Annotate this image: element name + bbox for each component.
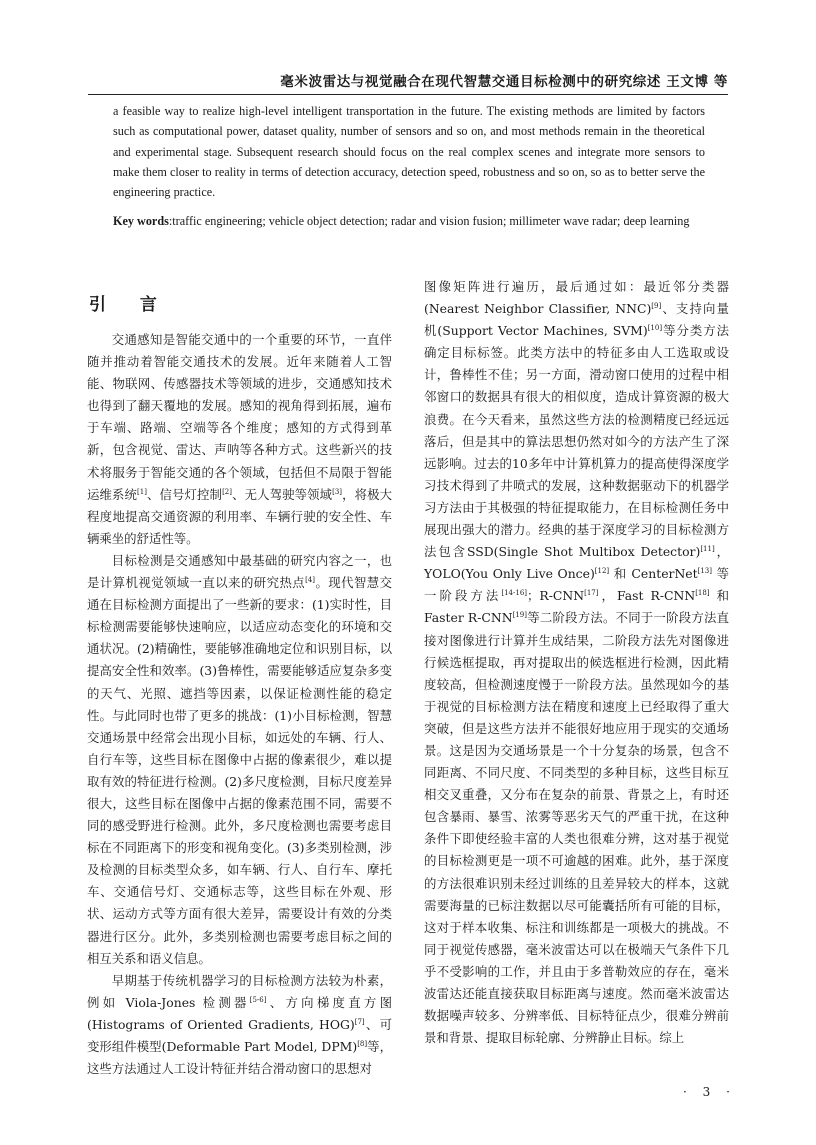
paragraph-text: 和 Faster R-CNN [424, 588, 729, 626]
paragraph-continued [424, 276, 729, 1049]
paragraph-1-text: 、信号灯控制 [146, 486, 223, 502]
paragraph-1-text: 交通感知是智能交通中的一个重要的环节，一直伴随并推动着智能交通技术的发展。近年来随着人工智能、物联网、传感器技术等领域的进步，交通感知技术也得到了翻天覆地的发展。感知的视角得到拓展，遍布于车端、路端、空端等各个维度；感知的方式得到革新，包含视觉、雷达、声呐等各种方式。这些新兴的技术将服务于智能交通的各个领域，包括但不局限于智能运维系统 [87, 332, 392, 502]
paragraph-3 [87, 970, 392, 1080]
english-abstract [113, 101, 705, 202]
left-column [87, 281, 392, 1080]
paragraph-text: ，YOLO(You Only Live Once) [424, 544, 730, 582]
citation: [19] [512, 611, 527, 620]
paragraph-1 [87, 329, 392, 550]
citation: [7] [354, 1017, 365, 1026]
paragraph-text: 图像矩阵进行遍历，最后通过如：最近邻分类器(Nearest Neighbor Classifier, NNC) [424, 279, 729, 317]
running-header-title: 毫米波雷达与视觉融合在现代智慧交通目标检测中的研究综述 王文博 等 [280, 74, 728, 90]
paragraph-3-text: 、方向梯度直方图(Histograms of Oriented Gradients, HOG) [87, 994, 393, 1032]
citation: [14-16] [501, 589, 528, 598]
citation: [18] [695, 589, 710, 598]
paragraph-text: 和 CenterNet [609, 566, 698, 582]
abstract-text: a feasible way to realize high-level intelligent transportation in the future. The existing methods are limited by factors such as computational power, dataset quality, number of sensors and so on, and most methods remain in the theoretical and experimental stage. Subsequent research should focus on the real complex scenes and integrate more sensors to make them closer to reality in terms of detection accuracy, detection speed, robustness and so on, so as to better serve the engineering practice. [113, 104, 705, 200]
citation: [13] [697, 567, 712, 576]
citation: [2] [222, 487, 232, 496]
citation: [9] [651, 301, 662, 310]
paragraph-3-text: 等，这些方法通过人工设计特征并结合滑动窗口的思想对 [87, 1039, 392, 1077]
keywords [113, 211, 705, 232]
citation: [8] [357, 1039, 368, 1048]
keywords-label: Key words [113, 214, 169, 228]
paragraph-2-text: 目标检测是交通感知中最基础的研究内容之一，也是计算机视觉领域一直以来的研究热点 [87, 552, 392, 591]
paragraph-text: 等二阶段方法。不同于一阶段方法直接对图像进行计算并生成结果，二阶段方法先对图像进行候选框提取，再对提取出的候选框进行检测，因此精度较高，但检测速度慢于一阶段方法。虽然现如今的基于视觉的目标检测方法在精度和速度上已经取得了重大突破，但是这些方法并不能很好地应用于现实的交通场景。这是因为交通场景是一个十分复杂的场景，包含不同距离、不同尺度、不同类型的多种目标，这些目标互相交叉重叠，又分布在复杂的前景、背景之上，有时还包含暴雨、暴雪、浓雾等恶劣天气的严重干扰，在这种条件下即使经验丰富的人类也很难分辨，这对基于视觉的目标检测更是一项不可逾越的困难。此外，基于深度的方法很难识别未经过训练的且差异较大的样本，这就需要海量的已标注数据以尽可能囊括所有可能的目标，这对于样本收集、标注和训练都是一项极大的挑战。不同于视觉传感器，毫米波雷达可以在极端天气条件下几乎不受影响的工作，并且由于多普勒效应的存在，毫米波雷达还能直接获取目标距离与速度。然而毫米波雷达数据噪声较多、分辨率低、目标特征点少，很难分辨前景和背景、提取目标轮廓、分辨静止目标。综上 [424, 610, 729, 1046]
keywords-text: traffic engineering; vehicle object detection; radar and vision fusion; millimeter wave radar; deep learning [172, 214, 690, 228]
paragraph-text: 等分类方法确定目标标签。此类方法中的特征多由人工选取或设计，鲁棒性不佳；另一方面，滑动窗口使用的过程中相邻窗口的数据具有很大的相似度，造成计算资源的极大浪费。在今天看来，虽然这些方法的检测精度已经远远落后，但是其中的算法思想仍然对如今的方法产生了深远影响。过去的10多年中计算机算力的提高使得深度学习技术得到了井喷式的发展，这种数据驱动下的机器学习方法由于其极强的特征提取能力，在目标检测任务中展现出强大的潜力。经典的基于深度学习的目标检测方法包含SSD(Single Shot Multibox Detector) [424, 323, 730, 560]
paragraph-2-text: 。现代智慧交通在目标检测方面提出了一些新的要求：(1)实时性，目标检测需要能够快速响应，以适应动态变化的环境和交通状况。(2)精确性，要能够准确地定位和识别目标，以提高安全性和效率。(3)鲁棒性，需要能够适应复杂多变的天气、光照、遮挡等因素，以保证检测性能的稳定性。与此同时也带了更多的挑战：(1)小目标检测，智慧交通场景中经常会出现小目标，如远处的车辆、行人、自行车等，这些目标在图像中占据的像素很少，难以提取有效的特征进行检测。(2)多尺度检测，目标尺度差异很大，这些目标在图像中占据的像素范围不同，需要不同的感受野进行检测。此外，多尺度检测也需要考虑目标在不同距离下的形变和视角变化。(3)多类别检测，涉及检测的目标类型众多，如车辆、行人、自行车、摩托车、交通信号灯、交通标志等，这些目标在外观、形状、运动方式等方面有很大差异，需要设计有效的分类器进行区分。此外，多类别检测也需要考虑目标之间的相互关系和语义信息。 [87, 575, 393, 966]
citation: [10] [647, 324, 663, 333]
citation: [5-6] [249, 995, 267, 1004]
citation: [11] [700, 545, 715, 553]
page-number: · 3 · [683, 1085, 736, 1099]
citation: [12] [594, 567, 610, 576]
paragraph-text: 等一阶段方法 [424, 566, 729, 604]
keywords-colon: : [168, 214, 173, 228]
paragraph-text: ；R-CNN [527, 588, 585, 604]
paragraph-3-text: 早期基于传统机器学习的目标检测方法较为朴素，例如 Viola-Jones 检测器 [87, 972, 392, 1010]
paragraph-3-text: 、可变形组件模型(Deformable Part Model, DPM) [87, 1016, 393, 1054]
citation: [1] [137, 487, 147, 496]
section-heading-introduction: 引 言 [89, 295, 171, 315]
paragraph-text: ，Fast R-CNN [598, 588, 696, 604]
paragraph-1-text: 、无人驾驶等领域 [231, 486, 333, 502]
citation: [17] [584, 589, 599, 598]
paragraph-2 [87, 550, 392, 970]
citation: [4] [305, 575, 316, 584]
running-header [88, 66, 728, 95]
right-column [424, 276, 729, 1049]
citation: [3] [332, 487, 343, 496]
paragraph-1-text: ，将极大程度地提高交通资源的利用率、车辆行驶的安全性、车辆乘坐的舒适性等。 [87, 486, 393, 546]
paragraph-text: 、支持向量机(Support Vector Machines, SVM) [424, 301, 729, 339]
